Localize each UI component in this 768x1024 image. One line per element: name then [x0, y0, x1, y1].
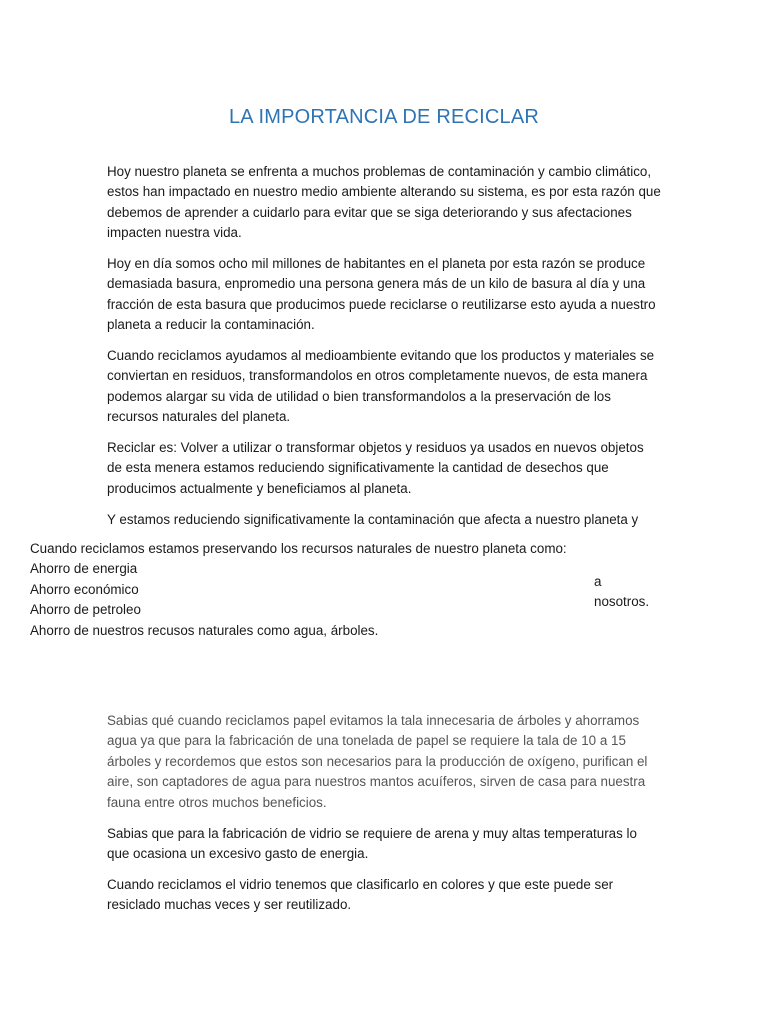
paragraph-intro: Hoy nuestro planeta se enfrenta a muchos problemas de contaminación y cambio climático, estos han impactado en nuestro medio ambiente alterando su sistema, es por esta razón que debemos de aprender a cuidarlo para evitar que se siga deteriorando y sus afectaciones impacten nuestra vida.: [107, 164, 661, 241]
list-item: Ahorro de petroleo: [30, 602, 141, 618]
paragraph-reduction: Y estamos reduciendo significativamente la contaminación que afecta a nuestro planeta y: [107, 512, 639, 527]
list-item: Ahorro económico: [30, 581, 139, 597]
paragraph-population: Hoy en día somos ocho mil millones de habitantes en el planeta por esta razón se produce demasiada basura, enpromedio una persona genera más de un kilo de basura al día y una fracción de esta basura que producimos puede reciclarse o reutilizarse esto ayuda a nuestro planeta a reducir la contaminación.: [107, 256, 656, 333]
fact-glass-energy: Sabias que para la fabricación de vidrio se requiere de arena y muy altas temperaturas lo que ocasiona un excesivo gasto de energia.: [107, 826, 637, 862]
paragraph-recycling-benefits: Cuando reciclamos ayudamos al medioambiente evitando que los productos y materiales se conviertan en residuos, transformandolos en otros completamente nuevos, de esta manera podemos alargar su vida de utilidad o bien transformandolos a la preservación de los recursos naturales del planeta.: [107, 348, 655, 425]
list-item: Ahorro de nuestros recusos naturales como agua, árboles.: [30, 622, 379, 638]
side-note-line: a: [594, 574, 602, 589]
paragraph-definition: Reciclar es: Volver a utilizar o transformar objetos y residuos ya usados en nuevos objetos de esta menera estamos reduciendo significativamente la cantidad de desechos que producimos actualmente y beneficiamos al planeta.: [107, 440, 644, 496]
side-note-line: nosotros.: [594, 594, 650, 610]
savings-list: [30, 539, 590, 641]
list-item: Ahorro de energia: [30, 561, 138, 577]
savings-list-intro: Cuando reciclamos estamos preservando los recursos naturales de nuestro planeta como:: [30, 541, 567, 556]
document-title: LA IMPORTANCIA DE RECICLAR: [228, 106, 540, 128]
fact-glass-recycling: Cuando reciclamos el vidrio tenemos que clasificarlo en colores y que este puede ser resiclado muchas veces y ser reutilizado.: [107, 877, 614, 913]
fact-paper: Sabias qué cuando reciclamos papel evitamos la tala innecesaria de árboles y ahorramos agua ya que para la fabricación de una tonelada de papel se requiere la tala de 10 a 15 árboles y recordemos que estos son necesarios para la producción de oxígeno, purifican el aire, son captadores de agua para nuestros mantos acuíferos, sirven de casa para nuestra fauna entre otros muchos beneficios.: [107, 713, 648, 810]
side-note: [594, 572, 674, 613]
